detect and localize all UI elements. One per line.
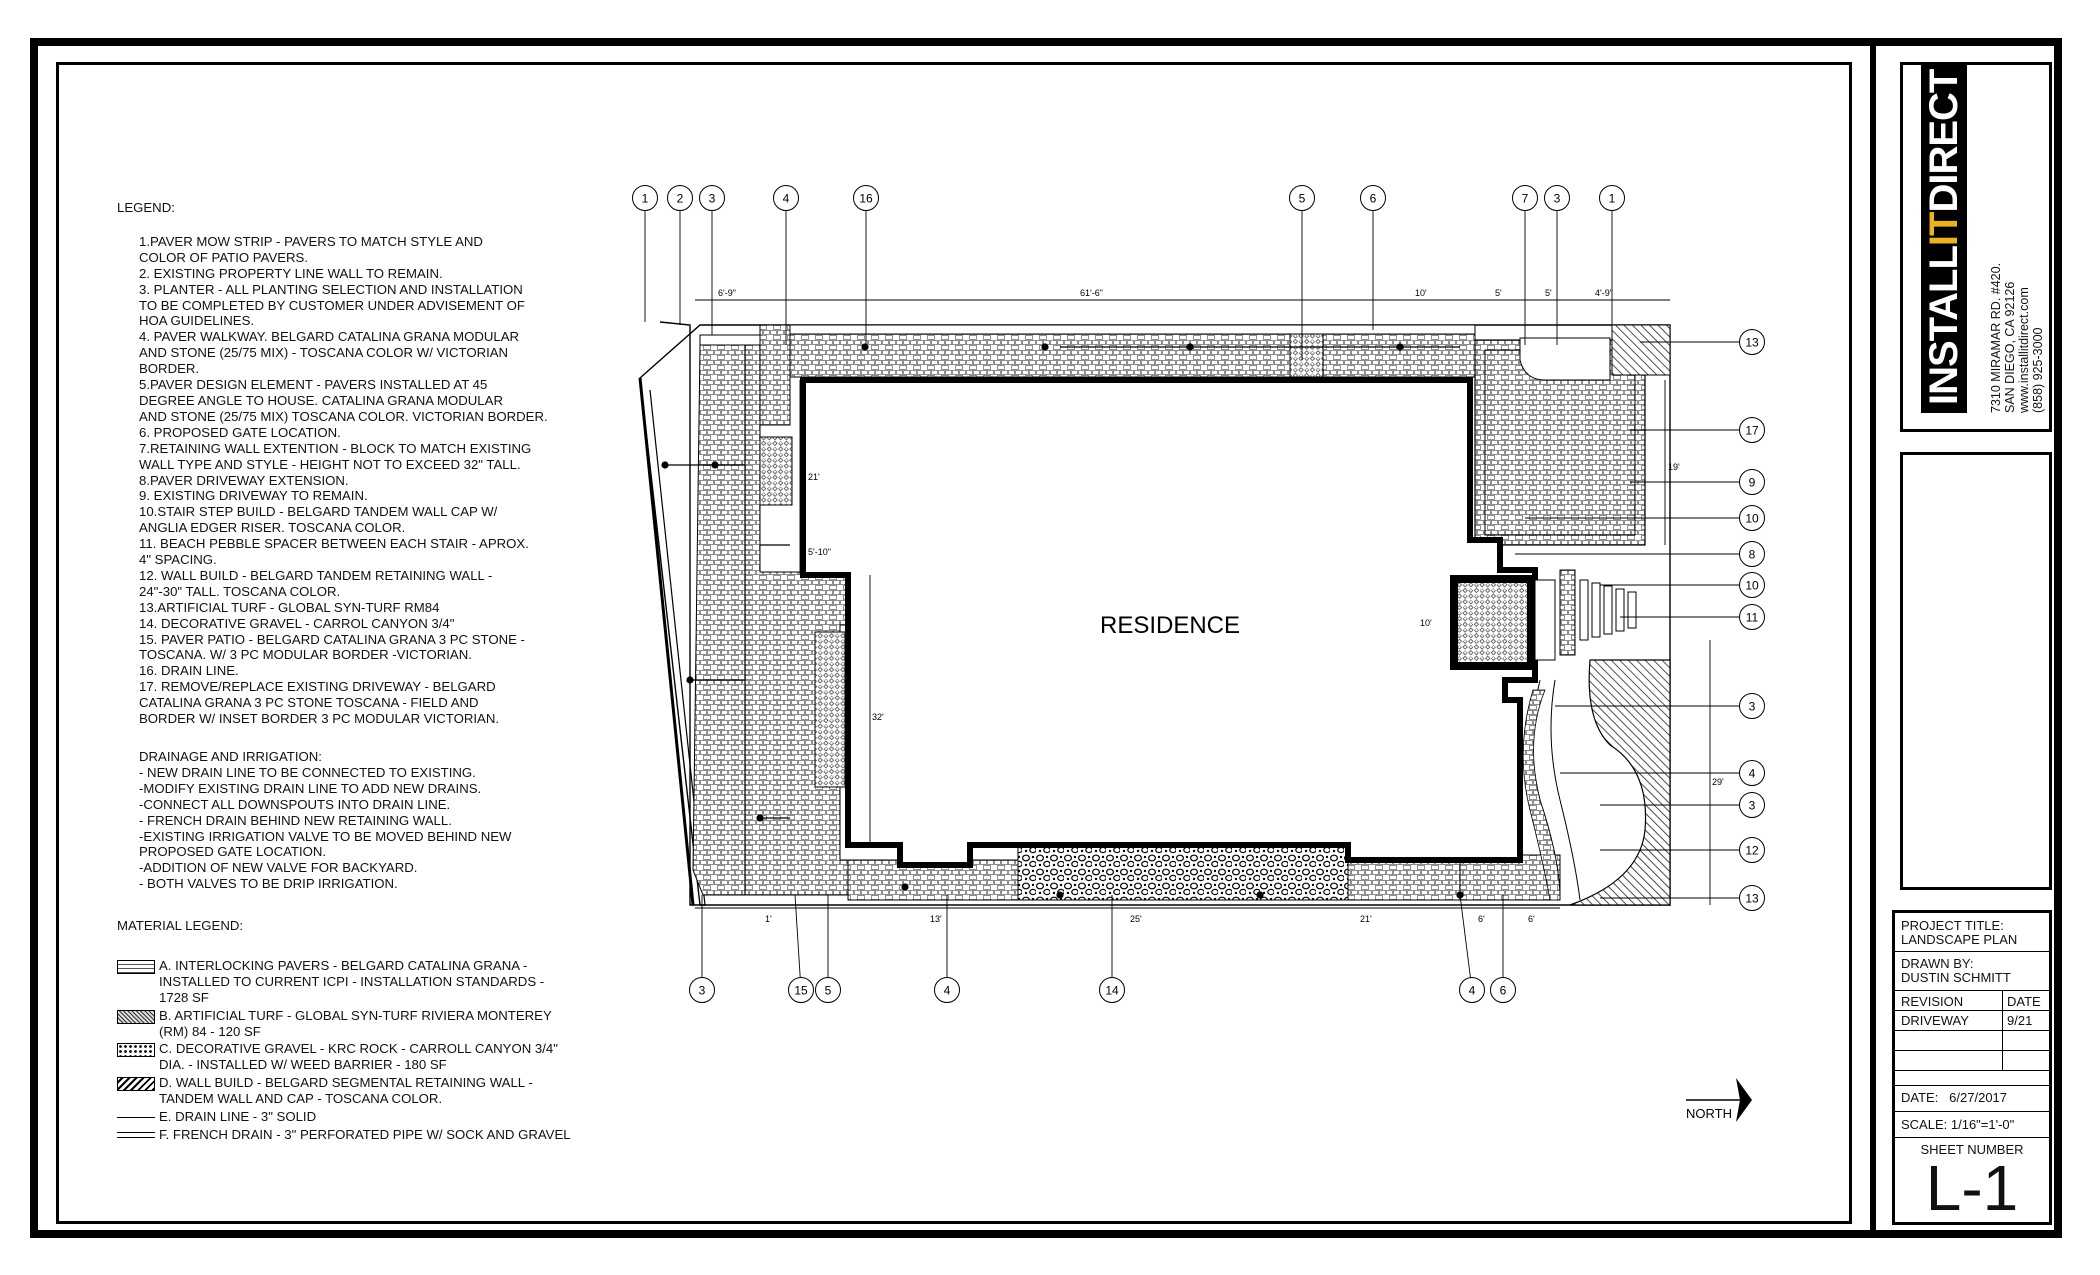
svg-text:10': 10' <box>1415 288 1427 298</box>
svg-text:29': 29' <box>1712 777 1724 787</box>
material-legend-line: INSTALLED TO CURRENT ICPI - INSTALLATION STANDARDS - <box>159 973 545 989</box>
material-swatch <box>117 1010 155 1024</box>
scale-cell: SCALE: 1/16"=1'-0" <box>1901 1117 2015 1132</box>
legend-item: 8.PAVER DRIVEWAY EXTENSION. <box>139 472 349 488</box>
company-block <box>1900 62 2052 432</box>
callout-number: 10 <box>1745 578 1759 593</box>
material-legend-item <box>117 1109 597 1125</box>
blank-block <box>1900 452 2052 890</box>
callout-number: 17 <box>1745 423 1759 438</box>
callout-number: 3 <box>1553 191 1561 206</box>
callout-top <box>854 186 879 348</box>
material-legend-line: D. WALL BUILD - BELGARD SEGMENTAL RETAINING WALL - <box>159 1075 533 1091</box>
sheet-number-label: SHEET NUMBER <box>1920 1142 2024 1157</box>
callout-top <box>1545 186 1570 346</box>
svg-text:19': 19' <box>1668 462 1680 472</box>
legend-item: 7.RETAINING WALL EXTENTION - BLOCK TO MATCH EXISTING <box>139 440 532 456</box>
callout-number: 4 <box>1468 983 1476 998</box>
callout-bottom <box>1460 895 1485 1003</box>
svg-text:6': 6' <box>1528 914 1535 924</box>
legend-item: 13.ARTIFICIAL TURF - GLOBAL SYN-TURF RM84 <box>139 599 440 615</box>
callout-right <box>1620 605 1765 630</box>
svg-text:25': 25' <box>1130 914 1142 924</box>
material-swatch <box>117 1077 155 1091</box>
legend-item: COLOR OF PATIO PAVERS. <box>139 249 309 265</box>
legend-item: AND STONE (25/75 MIX) TOSCANA COLOR. VICTORIAN BORDER. <box>139 408 548 424</box>
legend-item: 12. WALL BUILD - BELGARD TANDEM RETAINING WALL - <box>139 567 493 583</box>
callout-number: 3 <box>1748 798 1756 813</box>
material-legend-line: F. FRENCH DRAIN - 3" PERFORATED PIPE W/ SOCK AND GRAVEL <box>159 1126 571 1142</box>
svg-text:13': 13' <box>930 914 942 924</box>
sheet-number: L-1 <box>1925 1152 2019 1224</box>
callout-top <box>700 186 725 336</box>
callout-number: 5 <box>824 983 832 998</box>
callout-right <box>1600 793 1765 818</box>
drainage-item: -EXISTING IRRIGATION VALVE TO BE MOVED BEHIND NEW <box>139 828 512 844</box>
company-address: 7310 MIRAMAR RD. #420. SAN DIEGO, CA 92126 www.installitdirect.com (858) 925-3000 <box>1989 262 2045 413</box>
legend-title: LEGEND: <box>117 200 175 215</box>
callout-top <box>774 186 799 346</box>
legend-item: 15. PAVER PATIO - BELGARD CATALINA GRANA 3 PC STONE - <box>139 631 525 647</box>
svg-text:61'-6": 61'-6" <box>1080 288 1103 298</box>
material-swatch <box>117 1132 155 1138</box>
svg-text:1': 1' <box>765 914 772 924</box>
callout-number: 10 <box>1745 511 1759 526</box>
callout-number: 3 <box>698 983 706 998</box>
material-legend-line: (RM) 84 - 120 SF <box>159 1023 261 1039</box>
svg-text:5': 5' <box>1495 288 1502 298</box>
callout-number: 7 <box>1521 191 1529 206</box>
svg-text:6'-9": 6'-9" <box>718 288 736 298</box>
callout-right <box>1630 418 1765 443</box>
material-legend-item <box>117 958 597 1006</box>
callout-number: 8 <box>1748 547 1756 562</box>
drainage-item: - FRENCH DRAIN BEHIND NEW RETAINING WALL. <box>139 812 452 828</box>
drainage-items <box>139 765 587 892</box>
callout-number: 5 <box>1298 191 1306 206</box>
callout-right <box>1600 573 1765 598</box>
legend-item: 2. EXISTING PROPERTY LINE WALL TO REMAIN. <box>139 265 443 281</box>
drainage-item: - NEW DRAIN LINE TO BE CONNECTED TO EXISTING. <box>139 764 476 780</box>
revision-name: DRIVEWAY <box>1901 1013 1969 1028</box>
legend-item: 4. PAVER WALKWAY. BELGARD CATALINA GRANA MODULAR <box>139 329 520 345</box>
callout-top <box>1513 186 1538 346</box>
project-title: LANDSCAPE PLAN <box>1901 932 2018 947</box>
drawn-by-cell: DRAWN BY: DUSTIN SCHMITT <box>1901 956 2011 985</box>
callout-number: 1 <box>641 191 649 206</box>
callout-number: 16 <box>859 191 873 206</box>
callout-top <box>1600 186 1625 331</box>
material-legend-items <box>117 958 597 1143</box>
callout-number: 14 <box>1105 983 1119 998</box>
callout-top <box>633 186 658 323</box>
legend-item: 3. PLANTER - ALL PLANTING SELECTION AND INSTALLATION <box>139 281 523 297</box>
legend-item: ANGLIA EDGER RISER. TOSCANA COLOR. <box>139 520 406 536</box>
legend-item: DEGREE ANGLE TO HOUSE. CATALINA GRANA MODULAR <box>139 392 503 408</box>
project-title-cell: PROJECT TITLE: LANDSCAPE PLAN <box>1901 918 2018 947</box>
svg-text:6': 6' <box>1478 914 1485 924</box>
legend-item: AND STONE (25/75 MIX) - TOSCANA COLOR W/ VICTORIAN <box>139 345 509 361</box>
company-logo: INSTALLITDIRECT <box>1921 62 1967 413</box>
scale: 1/16"=1'-0" <box>1950 1117 2015 1132</box>
material-legend <box>117 918 597 1145</box>
material-legend-item <box>117 1127 597 1143</box>
material-legend-line: E. DRAIN LINE - 3" SOLID <box>159 1109 317 1125</box>
date-header: DATE <box>2007 994 2041 1009</box>
callout-number: 12 <box>1745 843 1759 858</box>
callout-bottom <box>935 895 960 1003</box>
material-legend-item <box>117 1075 597 1107</box>
material-swatch <box>117 1117 155 1118</box>
revision-date: 9/21 <box>2007 1013 2033 1028</box>
title-block <box>1892 910 2052 1225</box>
date-cell: DATE: 6/27/2017 <box>1901 1090 2008 1105</box>
callout-bottom <box>1100 895 1125 1003</box>
legend-item: BORDER. <box>139 361 200 377</box>
material-legend-line: B. ARTIFICIAL TURF - GLOBAL SYN-TURF RIVIERA MONTEREY <box>159 1007 552 1023</box>
material-legend-line: C. DECORATIVE GRAVEL - KRC ROCK - CARROLL CANYON 3/4" <box>159 1041 558 1057</box>
drainage-item: -CONNECT ALL DOWNSPOUTS INTO DRAIN LINE. <box>139 796 451 812</box>
legend-item: 6. PROPOSED GATE LOCATION. <box>139 424 341 440</box>
material-legend-line: A. INTERLOCKING PAVERS - BELGARD CATALINA GRANA - <box>159 957 528 973</box>
material-swatch <box>117 960 155 974</box>
callout-number: 2 <box>676 191 684 206</box>
callout-bottom <box>789 895 814 1003</box>
title-block-separator <box>1870 46 1876 1232</box>
callout-number: 9 <box>1748 475 1756 490</box>
legend-item: 1.PAVER MOW STRIP - PAVERS TO MATCH STYLE AND <box>139 233 483 249</box>
callout-right <box>1630 470 1765 495</box>
legend-item: WALL TYPE AND STYLE - HEIGHT NOT TO EXCEED 32" TALL. <box>139 456 521 472</box>
material-legend-line: DIA. - INSTALLED W/ WEED BARRIER - 180 SF <box>159 1057 447 1073</box>
legend-item: TO BE COMPLETED BY CUSTOMER UNDER ADVISEMENT OF <box>139 297 525 313</box>
callout-bottom <box>690 895 715 1003</box>
svg-text:21': 21' <box>1360 914 1372 924</box>
callout-number: 4 <box>1748 766 1756 781</box>
drainage-title: DRAINAGE AND IRRIGATION: <box>139 749 322 764</box>
revision-header: REVISION <box>1901 994 1964 1009</box>
legend-items <box>139 234 587 727</box>
callout-top <box>668 186 693 326</box>
legend-item: 24"-30" TALL. TOSCANA COLOR. <box>139 583 341 599</box>
north-label: NORTH <box>1686 1106 1732 1121</box>
legend-item: 9. EXISTING DRIVEWAY TO REMAIN. <box>139 488 368 504</box>
drainage-item: -MODIFY EXISTING DRAIN LINE TO ADD NEW DRAINS. <box>139 780 482 796</box>
legend-item: HOA GUIDELINES. <box>139 313 255 329</box>
legend-item: 16. DRAIN LINE. <box>139 663 239 679</box>
callout-bottom <box>1491 895 1516 1003</box>
residence-label: RESIDENCE <box>1099 612 1241 639</box>
callout-bottom <box>816 895 841 1003</box>
svg-text:5': 5' <box>1545 288 1552 298</box>
svg-text:32': 32' <box>872 712 884 722</box>
legend-item: 4" SPACING. <box>139 552 217 568</box>
callout-top <box>1361 186 1386 331</box>
material-legend-title: MATERIAL LEGEND: <box>117 918 244 933</box>
drainage-notes <box>139 749 587 892</box>
legend <box>117 200 587 892</box>
legend-item: 5.PAVER DESIGN ELEMENT - PAVERS INSTALLED AT 45 <box>139 377 488 393</box>
legend-item: 14. DECORATIVE GRAVEL - CARROL CANYON 3/4" <box>139 615 455 631</box>
legend-item: 17. REMOVE/REPLACE EXISTING DRIVEWAY - BELGARD <box>139 679 496 695</box>
drainage-item: -ADDITION OF NEW VALVE FOR BACKYARD. <box>139 860 418 876</box>
callout-number: 11 <box>1745 610 1759 625</box>
callout-number: 13 <box>1745 891 1759 906</box>
drawn-by: DUSTIN SCHMITT <box>1901 970 2011 985</box>
sheet-date: 6/27/2017 <box>1949 1090 2008 1105</box>
drainage-item: - BOTH VALVES TO BE DRIP IRRIGATION. <box>139 876 398 892</box>
svg-text:5'-10": 5'-10" <box>808 547 831 557</box>
svg-text:21': 21' <box>808 472 820 482</box>
material-legend-item <box>117 1041 597 1073</box>
svg-text:10': 10' <box>1420 618 1432 628</box>
callout-number: 15 <box>794 983 808 998</box>
callout-number: 3 <box>708 191 716 206</box>
svg-text:4'-9": 4'-9" <box>1595 288 1613 298</box>
material-swatch <box>117 1043 155 1057</box>
legend-item: TOSCANA. W/ 3 PC MODULAR BORDER -VICTORIAN. <box>139 647 472 663</box>
callout-right <box>1600 838 1765 863</box>
callout-number: 6 <box>1369 191 1377 206</box>
drainage-item: PROPOSED GATE LOCATION. <box>139 844 327 860</box>
material-legend-line: 1728 SF <box>159 989 209 1005</box>
callout-number: 1 <box>1608 191 1616 206</box>
callout-number: 4 <box>943 983 951 998</box>
callout-number: 13 <box>1745 335 1759 350</box>
material-legend-item <box>117 1008 597 1040</box>
callout-number: 4 <box>782 191 790 206</box>
callout-number: 3 <box>1748 699 1756 714</box>
legend-item: BORDER W/ INSET BORDER 3 PC MODULAR VICTORIAN. <box>139 711 500 727</box>
legend-item: CATALINA GRANA 3 PC STONE TOSCANA - FIELD AND <box>139 695 479 711</box>
legend-item: 10.STAIR STEP BUILD - BELGARD TANDEM WALL CAP W/ <box>139 504 498 520</box>
site-plan <box>600 170 1780 1121</box>
material-legend-line: TANDEM WALL AND CAP - TOSCANA COLOR. <box>159 1091 443 1107</box>
callout-number: 6 <box>1499 983 1507 998</box>
legend-item: 11. BEACH PEBBLE SPACER BETWEEN EACH STAIR - APROX. <box>139 536 529 552</box>
